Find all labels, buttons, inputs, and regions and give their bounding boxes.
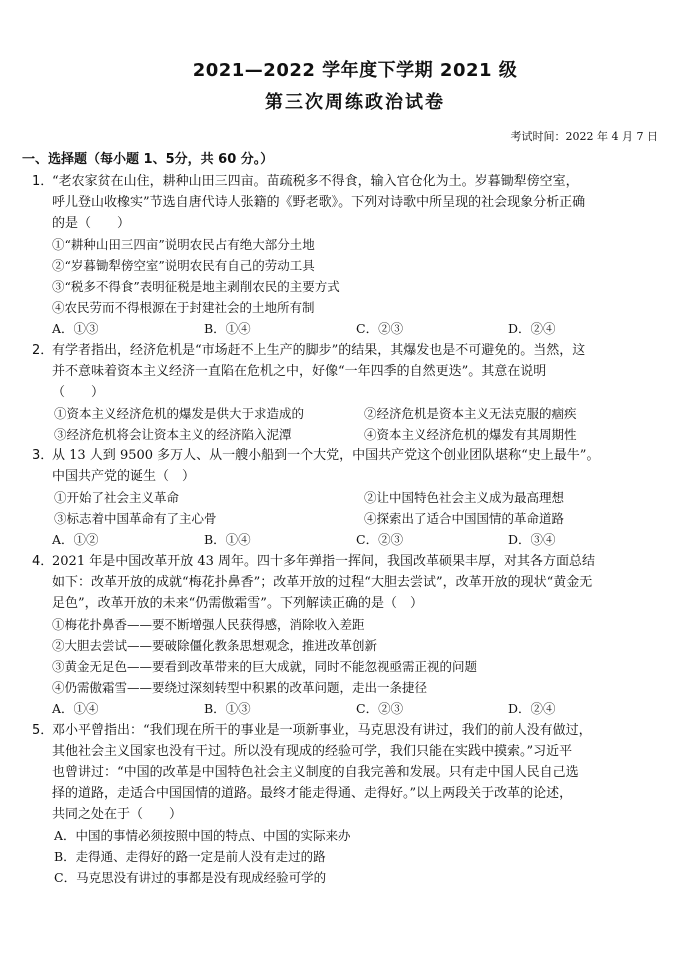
question-stem-line: 如下：改革开放的成就“梅花扑鼻香”；改革开放的过程“大胆去尝试”，改革开放的现状“黄金无 xyxy=(52,575,593,590)
question-stem-line: 中国共产党的诞生（ ） xyxy=(52,469,196,484)
exam-time: 考试时间：2022 年 4 月 7 日 xyxy=(510,130,658,143)
question-item: ④探索出了适合中国国情的革命道路 xyxy=(364,511,565,526)
answer-options xyxy=(52,318,658,339)
option-b: B．走得通、走得好的路一定是前人没有走过的路 xyxy=(54,849,326,864)
question-stem-line: 3．从 13 人到 9500 多万人、从一艘小船到一个大党，中国共产党这个创业团队堪称“史上最牛”。 xyxy=(52,445,658,466)
question-item: ④资本主义经济危机的爆发有其周期性 xyxy=(364,427,577,442)
question-2 xyxy=(32,340,658,445)
question-item: ③黄金无足色——要看到改革带来的巨大成就，同时不能忽视亟需正视的问题 xyxy=(52,659,478,674)
question-item: ②经济危机是资本主义无法克服的痼疾 xyxy=(364,406,577,421)
question-number: 2． xyxy=(32,343,54,358)
question-item: ②大胆去尝试——要破除僵化教条思想观念，推进改革创新 xyxy=(52,638,378,653)
option-c: C．②③ xyxy=(356,532,404,547)
question-number: 4． xyxy=(32,554,54,569)
answer-options xyxy=(52,529,658,550)
question-4 xyxy=(32,551,658,719)
option-a: A．中国的事情必须按照中国的特点、中国的实际来办 xyxy=(54,828,351,843)
question-item: ②“岁暮锄犁傍空室”说明农民有自己的劳动工具 xyxy=(52,258,315,273)
option-c: C．马克思没有讲过的事都是没有现成经验可学的 xyxy=(54,870,327,885)
question-5 xyxy=(32,720,658,888)
question-item: ③“税多不得食”表明征税是地主剥削农民的主要方式 xyxy=(52,279,340,294)
question-number: 5． xyxy=(32,723,54,738)
question-item: ①“耕种山田三四亩”说明农民占有绝大部分土地 xyxy=(52,237,315,252)
question-3 xyxy=(32,445,658,550)
question-stem-line: 也曾讲过：“中国的改革是中国特色社会主义制度的自我完善和发展。只有走中国人民自己选 xyxy=(52,765,579,780)
option-d: D．②④ xyxy=(508,321,556,336)
section-heading: 一、选择题（每小题 1、5分，共 60 分。） xyxy=(22,152,274,167)
question-stem-line: 2．有学者指出，经济危机是“市场赶不上生产的脚步”的结果，其爆发也是不可避免的。当然，这 xyxy=(52,340,658,361)
option-d: D．②④ xyxy=(508,701,556,716)
question-stem-line: 并不意味着资本主义经济一直陷在危机之中，好像“一年四季的自然更迭”。其意在说明 xyxy=(52,364,547,379)
question-item: ①资本主义经济危机的爆发是供大于求造成的 xyxy=(54,406,305,421)
option-d: D．③④ xyxy=(508,532,556,547)
question-number: 1． xyxy=(32,174,54,189)
option-a: A．①② xyxy=(52,532,99,547)
question-item: ③经济危机将会让资本主义的经济陷入泥潭 xyxy=(54,427,292,442)
exam-title-line1: 2021—2022 学年度下学期 2021 级 xyxy=(192,60,518,81)
question-stem-line: 足色”，改革开放的未来“仍需傲霜雪”。下列解读正确的是（ ） xyxy=(52,596,423,611)
answer-options xyxy=(52,698,658,719)
question-item: ①开始了社会主义革命 xyxy=(54,490,180,505)
exam-title-line2: 第三次周练政治试卷 xyxy=(265,92,445,113)
question-stem-line: 择的道路，走适合中国国情的道路。最终才能走得通、走得好。”以上两段关于改革的论述， xyxy=(52,786,573,801)
question-item: ③标志着中国革命有了主心骨 xyxy=(54,511,217,526)
question-stem-line: 共同之处在于（ ） xyxy=(52,807,183,822)
question-1 xyxy=(32,171,658,339)
question-stem-line: 1．“老农家贫在山住，耕种山田三四亩。苗疏税多不得食，输入官仓化为土。岁暮锄犁傍空室， xyxy=(52,171,658,192)
question-stem-line: 呼儿登山收橡实”节选自唐代诗人张籍的《野老歌》。下列对诗歌中所呈现的社会现象分析正确 xyxy=(52,195,586,210)
question-number: 3． xyxy=(32,448,54,463)
question-item: ④农民劳而不得根源在于封建社会的土地所有制 xyxy=(52,300,315,315)
question-item: ④仍需傲霜雪——要绕过深刻转型中积累的改革问题，走出一条捷径 xyxy=(52,680,428,695)
question-stem-line: 5．邓小平曾指出：“我们现在所干的事业是一项新事业，马克思没有讲过，我们的前人没有做过， xyxy=(52,720,658,741)
option-a: A．①④ xyxy=(52,701,99,716)
question-items xyxy=(54,487,658,529)
option-c: C．②③ xyxy=(356,321,404,336)
question-item: ①梅花扑鼻香——要不断增强人民获得感，消除收入差距 xyxy=(52,617,365,632)
question-item: ②让中国特色社会主义成为最高理想 xyxy=(364,490,565,505)
question-stem-line: 4．2021 年是中国改革开放 43 周年。四十多年弹指一挥间，我国改革硕果丰厚，对其各方面总结 xyxy=(52,551,658,572)
question-items xyxy=(54,403,658,445)
option-c: C．②③ xyxy=(356,701,404,716)
option-a: A．①③ xyxy=(52,321,99,336)
question-stem-line: （ ） xyxy=(52,385,105,400)
option-b: B．①④ xyxy=(204,321,251,336)
question-stem-line: 其他社会主义国家也没有干过。所以没有现成的经验可学，我们只能在实践中摸索。”习近平 xyxy=(52,744,573,759)
option-b: B．①③ xyxy=(204,701,251,716)
option-b: B．①④ xyxy=(204,532,251,547)
question-stem-line: 的是（ ） xyxy=(52,216,131,231)
